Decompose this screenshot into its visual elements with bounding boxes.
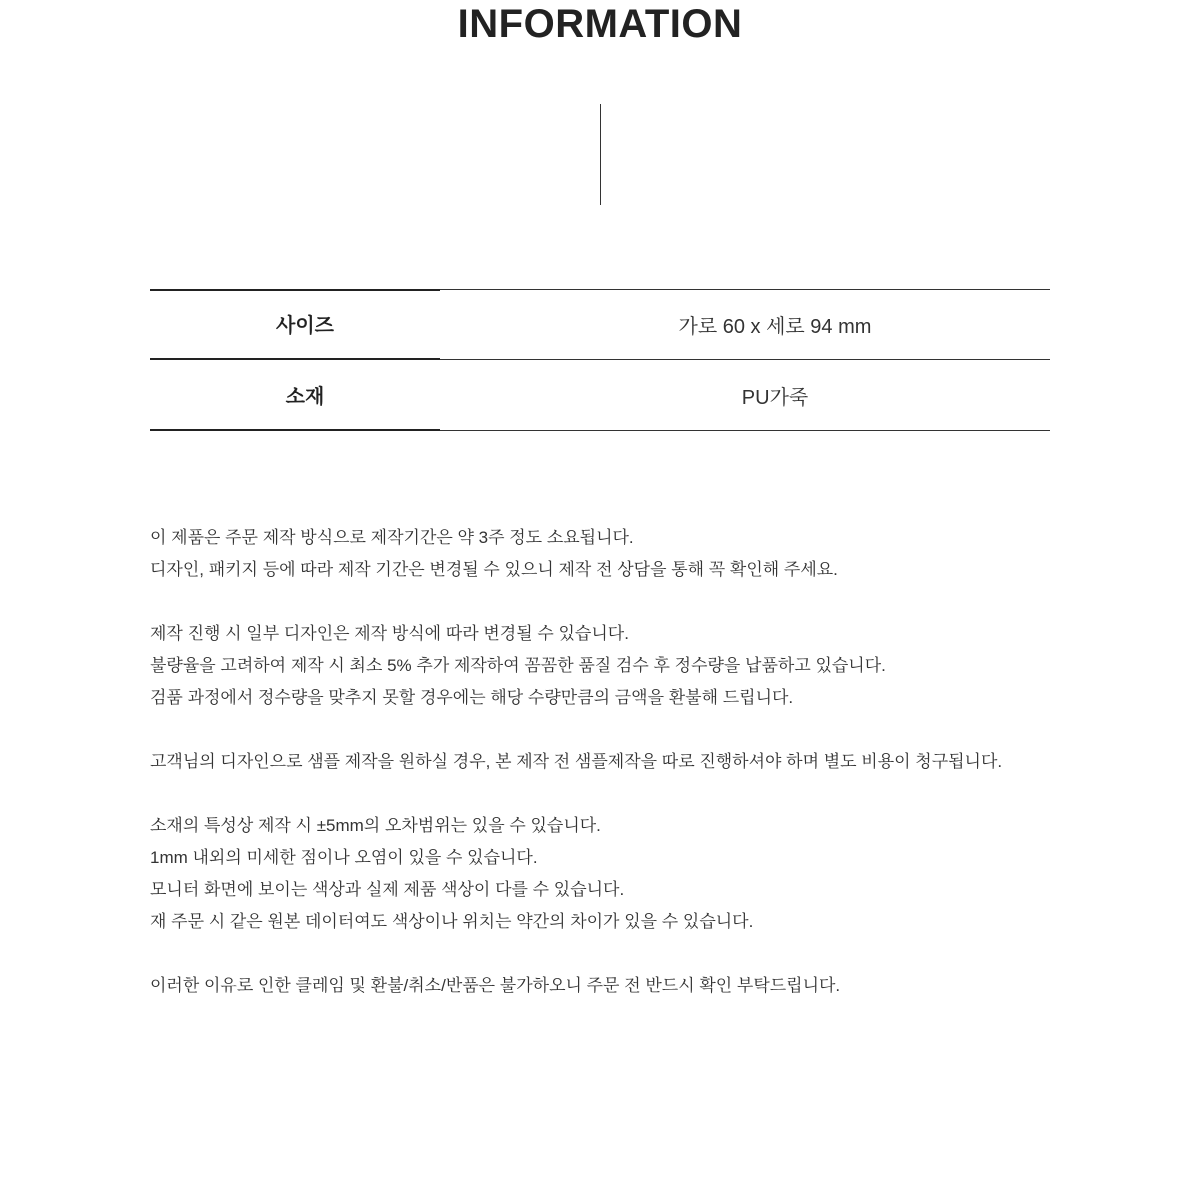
- note-line: 이 제품은 주문 제작 방식으로 제작기간은 약 3주 정도 소요됩니다.: [150, 528, 634, 547]
- spec-row-size: [150, 289, 1050, 360]
- spec-value: 가로 60 x 세로 94 mm: [678, 315, 872, 338]
- note-line: 제작 진행 시 일부 디자인은 제작 방식에 따라 변경될 수 있습니다.: [150, 624, 629, 643]
- spec-value: PU가죽: [741, 386, 809, 409]
- notes-section: [150, 522, 1050, 1002]
- note-line: 재 주문 시 같은 원본 데이터여도 색상이나 위치는 약간의 차이가 있을 수 있습니다.: [150, 912, 754, 931]
- vertical-divider: [600, 104, 601, 205]
- note-line: 모니터 화면에 보이는 색상과 실제 제품 색상이 다를 수 있습니다.: [150, 880, 625, 899]
- note-line: 불량율을 고려하여 제작 시 최소 5% 추가 제작하여 꼼꼼한 품질 검수 후 정수량을 납품하고 있습니다.: [150, 656, 886, 675]
- note-line: 1mm 내외의 미세한 점이나 오염이 있을 수 있습니다.: [150, 848, 538, 867]
- note-line: 검품 과정에서 정수량을 맞추지 못할 경우에는 해당 수량만큼의 금액을 환불해 드립니다.: [150, 688, 794, 707]
- spec-row-material: [150, 360, 1050, 431]
- note-line: 디자인, 패키지 등에 따라 제작 기간은 변경될 수 있으니 제작 전 상담을 통해 꼭 확인해 주세요.: [150, 560, 838, 579]
- spec-label: 소재: [285, 385, 325, 408]
- spec-table: [150, 289, 1050, 431]
- note-line: 고객님의 디자인으로 샘플 제작을 원하실 경우, 본 제작 전 샘플제작을 따로 진행하셔야 하며 별도 비용이 청구됩니다.: [150, 752, 1003, 771]
- page-title: INFORMATION: [457, 2, 743, 46]
- note-line: 이러한 이유로 인한 클레임 및 환불/취소/반품은 불가하오니 주문 전 반드시 확인 부탁드립니다.: [150, 976, 841, 995]
- spec-label: 사이즈: [276, 314, 334, 337]
- note-line: 소재의 특성상 제작 시 ±5mm의 오차범위는 있을 수 있습니다.: [150, 816, 601, 835]
